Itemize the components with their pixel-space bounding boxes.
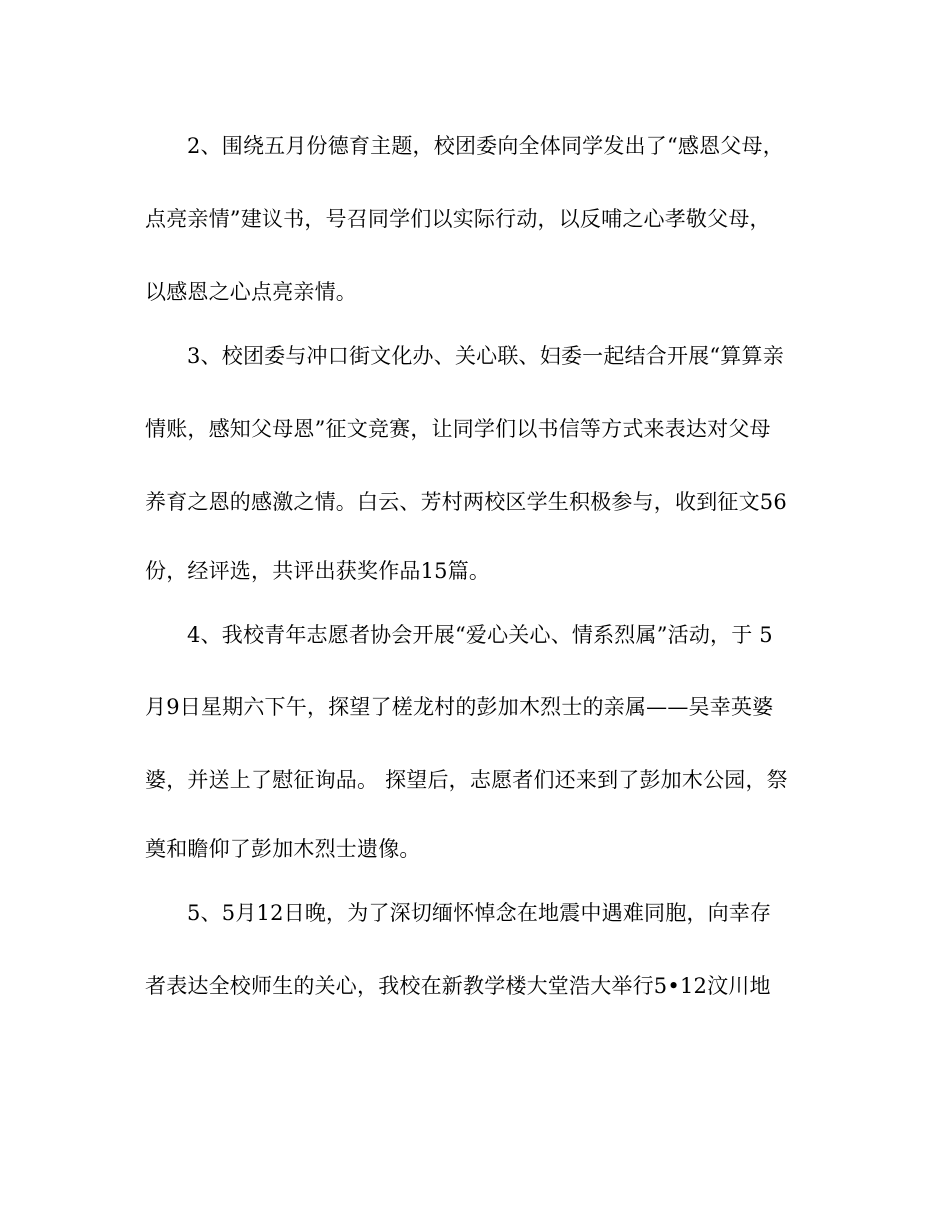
paragraph-5-line-2: 者表达全校师生的关心，我校在新教学楼大堂浩大举行5•12汶川地	[145, 974, 771, 998]
paragraph-4-line-1: 4、我校青年志愿者协会开展“爱心关心、情系烈属”活动，于 5	[187, 623, 773, 647]
paragraph-3-line-2: 情账，感知父母恩”征文竞赛，让同学们以书信等方式来表达对父母	[145, 417, 771, 441]
paragraph-4-line-2: 月9日星期六下午，探望了槎龙村的彭加木烈士的亲属——吴幸英婆	[145, 695, 774, 719]
paragraph-4-line-4: 奠和瞻仰了彭加木烈士遗像。	[145, 837, 421, 861]
paragraph-3-line-1: 3、校团委与冲口街文化办、关心联、妇委一起结合开展“算算亲	[187, 344, 784, 368]
paragraph-4-line-3: 婆，并送上了慰征询品。 探望后，志愿者们还来到了彭加木公园，祭	[145, 768, 788, 792]
paragraph-2-line-3: 以感恩之心点亮亲情。	[145, 280, 357, 304]
paragraph-2-line-1: 2、围绕五月份德育主题，校团委向全体同学发出了“感恩父母，	[187, 134, 784, 158]
paragraph-5-line-1: 5、5月12日晚，为了深切缅怀悼念在地震中遇难同胞，向幸存	[187, 901, 772, 925]
paragraph-3-line-3: 养育之恩的感激之情。白云、芳村两校区学生积极参与，收到征文56	[145, 490, 787, 514]
paragraph-2-line-2: 点亮亲情”建议书，号召同学们以实际行动，以反哺之心孝敬父母，	[145, 207, 771, 231]
paragraph-3-line-4: 份，经评选，共评出获奖作品15篇。	[145, 559, 491, 583]
